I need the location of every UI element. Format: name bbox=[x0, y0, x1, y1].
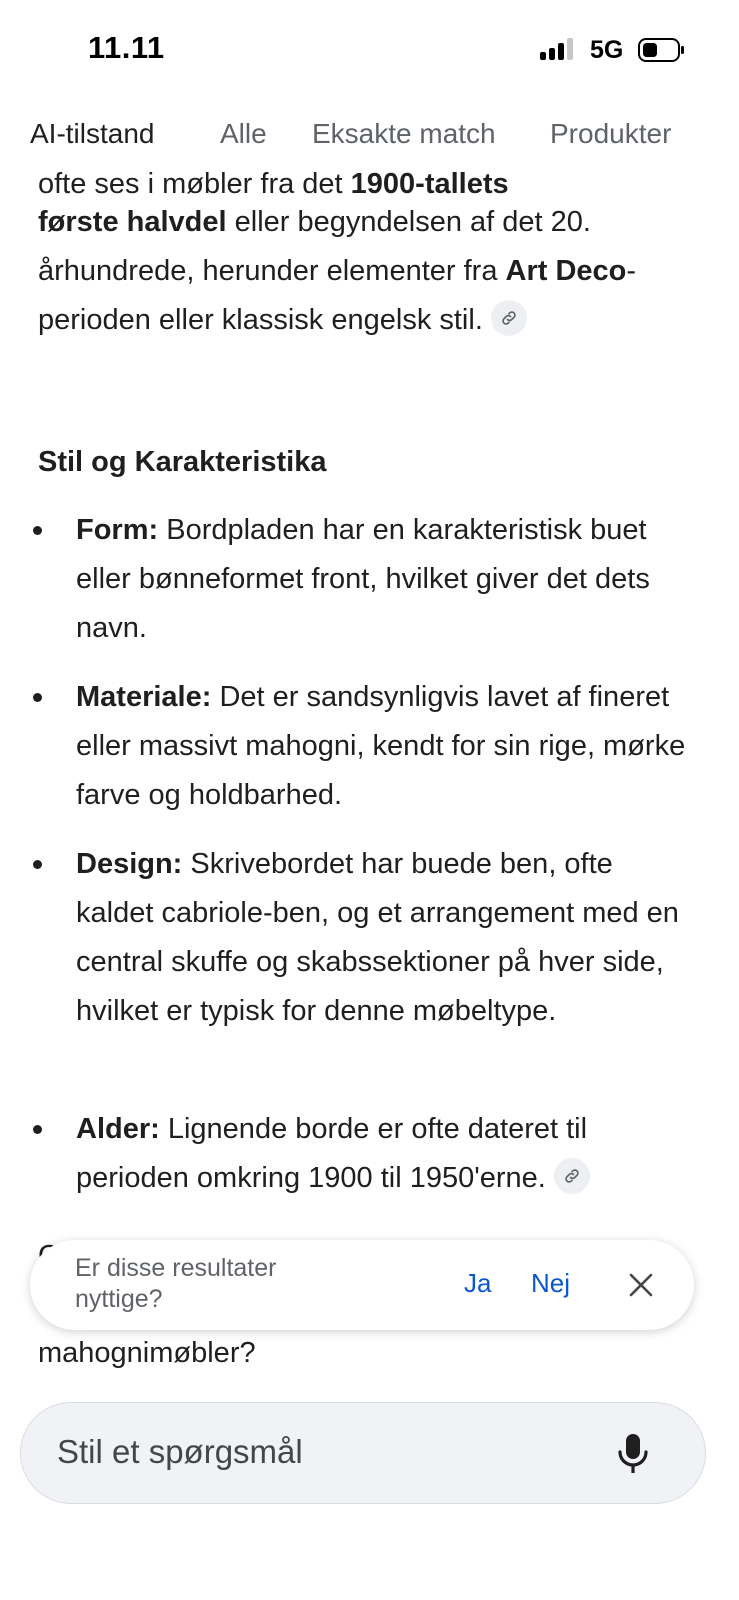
bullet-label: Form: bbox=[76, 514, 159, 546]
list-item bbox=[76, 840, 696, 1036]
bullet-text: Skrivebordet har buede ben, ofte kaldet cabriole-ben, og et arrangement med en central skuffe og skabssektioner på hver side, hvilket er typisk for denne møbeltype. bbox=[76, 848, 679, 1027]
list-item bbox=[76, 1105, 696, 1203]
search-tabs bbox=[0, 108, 739, 166]
close-icon[interactable] bbox=[626, 1270, 656, 1300]
intro-text-2: -perioden eller klassisk engelsk stil. bbox=[38, 255, 637, 336]
intro-text-1: eller begyndelsen af det 20. århundrede, herunder elementer fra bbox=[38, 206, 591, 287]
tab-ai-mode[interactable]: AI-tilstand bbox=[30, 118, 155, 149]
intro-cut-line bbox=[38, 160, 509, 209]
bullet-label: Design: bbox=[76, 848, 183, 880]
intro-bold-1: første halvdel bbox=[38, 206, 227, 238]
intro-cut-bold: 1900-tallets bbox=[350, 168, 509, 200]
bullet-text: Lignende borde er ofte dateret til perioden omkring 1900 til 1950'erne. bbox=[76, 1113, 588, 1194]
feedback-no-button[interactable]: Nej bbox=[531, 1268, 571, 1298]
ask-input-bar[interactable] bbox=[20, 1402, 706, 1504]
link-icon bbox=[563, 1167, 581, 1185]
intro-bold-2: Art Deco bbox=[505, 255, 627, 287]
intro-paragraph bbox=[38, 198, 710, 345]
feedback-question: Er disse resultater nyttige? bbox=[75, 1254, 277, 1313]
bullet-text: Det er sandsynligvis lavet af fineret eller massivt mahogni, kendt for sin rige, mørke farve og holdbarhed. bbox=[76, 681, 686, 811]
mic-icon[interactable] bbox=[617, 1433, 649, 1475]
bullet-label: Materiale: bbox=[76, 681, 212, 713]
feedback-yes-button[interactable]: Ja bbox=[464, 1268, 492, 1298]
source-link-button[interactable] bbox=[554, 1158, 590, 1194]
partial-question-tail: mahognimøbler? bbox=[38, 1337, 256, 1369]
section-heading: Stil og Karakteristika bbox=[38, 446, 327, 478]
tab-products[interactable]: Produkter bbox=[550, 118, 672, 149]
ask-input-placeholder[interactable]: Stil et spørgsmål bbox=[57, 1433, 303, 1470]
feedback-prompt bbox=[30, 1240, 694, 1330]
tab-exact-match[interactable]: Eksakte match bbox=[312, 118, 496, 149]
link-icon bbox=[500, 309, 518, 327]
intro-cut-text: ofte ses i møbler fra det bbox=[38, 168, 351, 200]
status-time: 11.11 bbox=[88, 30, 165, 65]
network-type: 5G bbox=[590, 36, 624, 64]
bullet-label: Alder: bbox=[76, 1113, 160, 1145]
source-link-button[interactable] bbox=[491, 300, 527, 336]
list-item bbox=[76, 506, 696, 653]
tab-all[interactable]: Alle bbox=[220, 118, 267, 149]
bullet-text: Bordpladen har en karakteristisk buet eller bønneformet front, hvilket giver det dets navn. bbox=[76, 514, 650, 644]
list-item bbox=[76, 673, 696, 820]
